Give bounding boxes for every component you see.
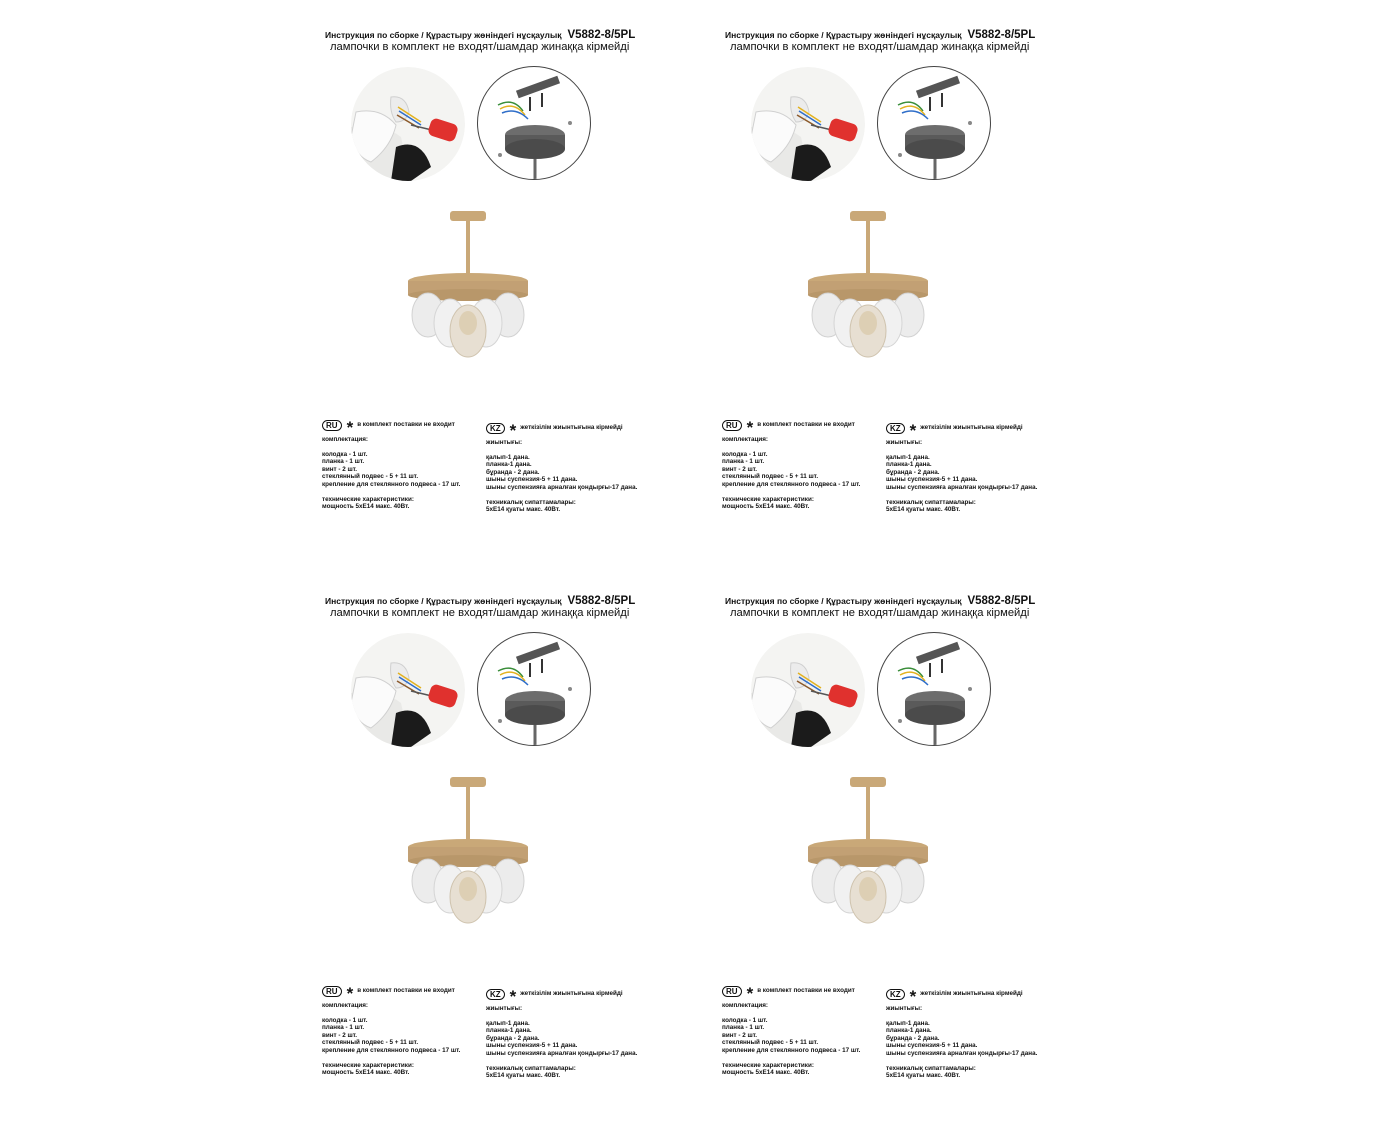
kit-item: крепление для стеклянного подвеса - 17 шт.	[322, 480, 461, 488]
page-subtitle: лампочки в комплект не входят/шамдар жинаққа кірмейді	[330, 607, 630, 619]
screwdriver-wiring-illustration	[351, 633, 465, 747]
kit-item: планка-1 дана.	[886, 1027, 932, 1035]
kit-item: планка-1 дана.	[486, 1027, 532, 1035]
kit-item: бұранда - 2 дана.	[486, 1034, 540, 1042]
kit-item: планка-1 дана.	[486, 461, 532, 469]
spec-value: 5xE14 қуаты макс. 40Вт.	[886, 1072, 961, 1080]
pendant-lamp-illustration	[398, 771, 538, 946]
wiring-photo	[351, 67, 465, 181]
spec-heading: техникалық сипаттамалары:	[486, 1064, 576, 1072]
not-included-note: жеткізілім жиынтығына кірмейді	[920, 990, 1023, 998]
pendant-lamp-image	[398, 771, 538, 946]
kit-heading: жиынтығы:	[486, 439, 523, 446]
not-included-note: жеткізілім жиынтығына кірмейді	[520, 424, 623, 432]
kit-item: планка-1 дана.	[886, 461, 932, 469]
kz-badge: KZ	[886, 989, 905, 1000]
kit-item: колодка - 1 шт.	[722, 450, 768, 458]
kit-item: винт - 2 шт.	[322, 465, 358, 473]
mounting-diagram	[877, 632, 991, 746]
spec-value: 5xE14 қуаты макс. 40Вт.	[486, 1072, 561, 1080]
kit-item: колодка - 1 шт.	[322, 450, 368, 458]
instruction-page	[290, 0, 690, 565]
spec-value: мощность 5xE14 макс. 40Вт.	[722, 503, 810, 511]
pendant-lamp-image	[798, 771, 938, 946]
spec-heading: технические характеристики:	[322, 495, 414, 503]
spec-heading: техникалық сипаттамалары:	[886, 1064, 976, 1072]
canopy-mounting-illustration	[478, 633, 591, 746]
kit-item: қалып-1 дана.	[486, 1019, 530, 1027]
asterisk-icon: *	[509, 421, 517, 440]
instruction-page	[290, 566, 690, 1131]
canopy-mounting-illustration	[878, 633, 991, 746]
page-subtitle: лампочки в комплект не входят/шамдар жинаққа кірмейді	[730, 41, 1030, 53]
page-title: Инструкция по сборке / Құрастыру жөніндегі нұсқаулық V5882-8/5PL	[325, 29, 636, 41]
wiring-photo	[751, 67, 865, 181]
kit-heading: комплектация:	[722, 436, 768, 443]
kz-specification	[486, 987, 676, 1080]
kit-heading: жиынтығы:	[486, 1005, 523, 1012]
asterisk-icon: *	[346, 418, 354, 437]
kit-item: планка - 1 шт.	[722, 458, 765, 466]
wiring-photo	[351, 633, 465, 747]
ru-badge: RU	[322, 420, 342, 431]
pendant-lamp-illustration	[798, 771, 938, 946]
not-included-note: жеткізілім жиынтығына кірмейді	[520, 990, 623, 998]
spec-value: 5xE14 қуаты макс. 40Вт.	[486, 506, 561, 514]
kit-item: колодка - 1 шт.	[322, 1016, 368, 1024]
kit-item: планка - 1 шт.	[322, 1024, 365, 1032]
kit-item: қалып-1 дана.	[886, 1019, 930, 1027]
kit-item: қалып-1 дана.	[486, 453, 530, 461]
model-number: V5882-8/5PL	[567, 595, 636, 607]
spec-heading: техникалық сипаттамалары:	[486, 498, 576, 506]
not-included-note: в комплект поставки не входит	[357, 987, 455, 995]
spec-heading: техникалық сипаттамалары:	[886, 498, 976, 506]
model-number: V5882-8/5PL	[967, 29, 1036, 41]
kit-item: винт - 2 шт.	[722, 1031, 758, 1039]
asterisk-icon: *	[746, 984, 754, 1003]
kit-item: бұранда - 2 дана.	[886, 468, 940, 476]
kit-item: стеклянный подвес - 5 + 11 шт.	[722, 1039, 819, 1047]
kit-item: шыны суспензияға арналған қондырғы-17 дана.	[886, 483, 1038, 491]
spec-value: мощность 5xE14 макс. 40Вт.	[322, 1069, 410, 1077]
pendant-lamp-image	[798, 205, 938, 380]
kit-item: шыны суспензияға арналған қондырғы-17 дана.	[486, 1049, 638, 1057]
canopy-mounting-illustration	[878, 67, 991, 180]
mounting-diagram	[477, 66, 591, 180]
ru-badge: RU	[722, 420, 742, 431]
ru-specification	[322, 418, 482, 511]
kit-heading: комплектация:	[322, 436, 368, 443]
asterisk-icon: *	[346, 984, 354, 1003]
asterisk-icon: *	[746, 418, 754, 437]
asterisk-icon: *	[509, 987, 517, 1006]
spec-value: мощность 5xE14 макс. 40Вт.	[322, 503, 410, 511]
asterisk-icon: *	[909, 987, 917, 1006]
spec-heading: технические характеристики:	[722, 1061, 814, 1069]
kit-item: бұранда - 2 дана.	[486, 468, 540, 476]
ru-specification	[322, 984, 482, 1077]
kit-item: колодка - 1 шт.	[722, 1016, 768, 1024]
mounting-diagram	[477, 632, 591, 746]
screwdriver-wiring-illustration	[751, 67, 865, 181]
kit-item: крепление для стеклянного подвеса - 17 шт.	[722, 1046, 861, 1054]
not-included-note: жеткізілім жиынтығына кірмейді	[920, 424, 1023, 432]
kit-item: шыны суспензия-5 + 11 дана.	[486, 476, 578, 484]
pendant-lamp-illustration	[798, 205, 938, 380]
spec-heading: технические характеристики:	[322, 1061, 414, 1069]
pendant-lamp-image	[398, 205, 538, 380]
page-title: Инструкция по сборке / Құрастыру жөніндегі нұсқаулық V5882-8/5PL	[725, 595, 1036, 607]
kit-item: шыны суспензияға арналған қондырғы-17 дана.	[486, 483, 638, 491]
ru-specification	[722, 984, 882, 1077]
kit-heading: жиынтығы:	[886, 439, 923, 446]
ru-badge: RU	[322, 986, 342, 997]
kit-item: стеклянный подвес - 5 + 11 шт.	[322, 473, 419, 481]
kz-badge: KZ	[486, 989, 505, 1000]
wiring-photo	[751, 633, 865, 747]
kit-item: планка - 1 шт.	[722, 1024, 765, 1032]
canopy-mounting-illustration	[478, 67, 591, 180]
kit-item: винт - 2 шт.	[722, 465, 758, 473]
kit-heading: комплектация:	[322, 1002, 368, 1009]
screwdriver-wiring-illustration	[751, 633, 865, 747]
kz-badge: KZ	[886, 423, 905, 434]
pendant-lamp-illustration	[398, 205, 538, 380]
kit-item: бұранда - 2 дана.	[886, 1034, 940, 1042]
not-included-note: в комплект поставки не входит	[757, 421, 855, 429]
kit-item: стеклянный подвес - 5 + 11 шт.	[722, 473, 819, 481]
kit-item: қалып-1 дана.	[886, 453, 930, 461]
kit-item: крепление для стеклянного подвеса - 17 шт.	[722, 480, 861, 488]
model-number: V5882-8/5PL	[967, 595, 1036, 607]
kit-item: крепление для стеклянного подвеса - 17 шт.	[322, 1046, 461, 1054]
spec-value: мощность 5xE14 макс. 40Вт.	[722, 1069, 810, 1077]
ru-badge: RU	[722, 986, 742, 997]
kit-item: шыны суспензияға арналған қондырғы-17 дана.	[886, 1049, 1038, 1057]
asterisk-icon: *	[909, 421, 917, 440]
spec-value: 5xE14 қуаты макс. 40Вт.	[886, 506, 961, 514]
page-subtitle: лампочки в комплект не входят/шамдар жинаққа кірмейді	[730, 607, 1030, 619]
kit-item: шыны суспензия-5 + 11 дана.	[486, 1042, 578, 1050]
instruction-sheet	[290, 0, 1090, 1131]
page-subtitle: лампочки в комплект не входят/шамдар жинаққа кірмейді	[330, 41, 630, 53]
kit-item: винт - 2 шт.	[322, 1031, 358, 1039]
page-title: Инструкция по сборке / Құрастыру жөніндегі нұсқаулық V5882-8/5PL	[325, 595, 636, 607]
kit-item: шыны суспензия-5 + 11 дана.	[886, 476, 978, 484]
kz-specification	[886, 421, 1076, 514]
kz-badge: KZ	[486, 423, 505, 434]
kit-item: шыны суспензия-5 + 11 дана.	[886, 1042, 978, 1050]
kit-heading: жиынтығы:	[886, 1005, 923, 1012]
screwdriver-wiring-illustration	[351, 67, 465, 181]
kit-heading: комплектация:	[722, 1002, 768, 1009]
spec-heading: технические характеристики:	[722, 495, 814, 503]
model-number: V5882-8/5PL	[567, 29, 636, 41]
not-included-note: в комплект поставки не входит	[357, 421, 455, 429]
not-included-note: в комплект поставки не входит	[757, 987, 855, 995]
instruction-page	[690, 566, 1090, 1131]
kz-specification	[486, 421, 676, 514]
ru-specification	[722, 418, 882, 511]
page-title: Инструкция по сборке / Құрастыру жөніндегі нұсқаулық V5882-8/5PL	[725, 29, 1036, 41]
mounting-diagram	[877, 66, 991, 180]
instruction-page	[690, 0, 1090, 565]
kit-item: стеклянный подвес - 5 + 11 шт.	[322, 1039, 419, 1047]
kit-item: планка - 1 шт.	[322, 458, 365, 466]
kz-specification	[886, 987, 1076, 1080]
